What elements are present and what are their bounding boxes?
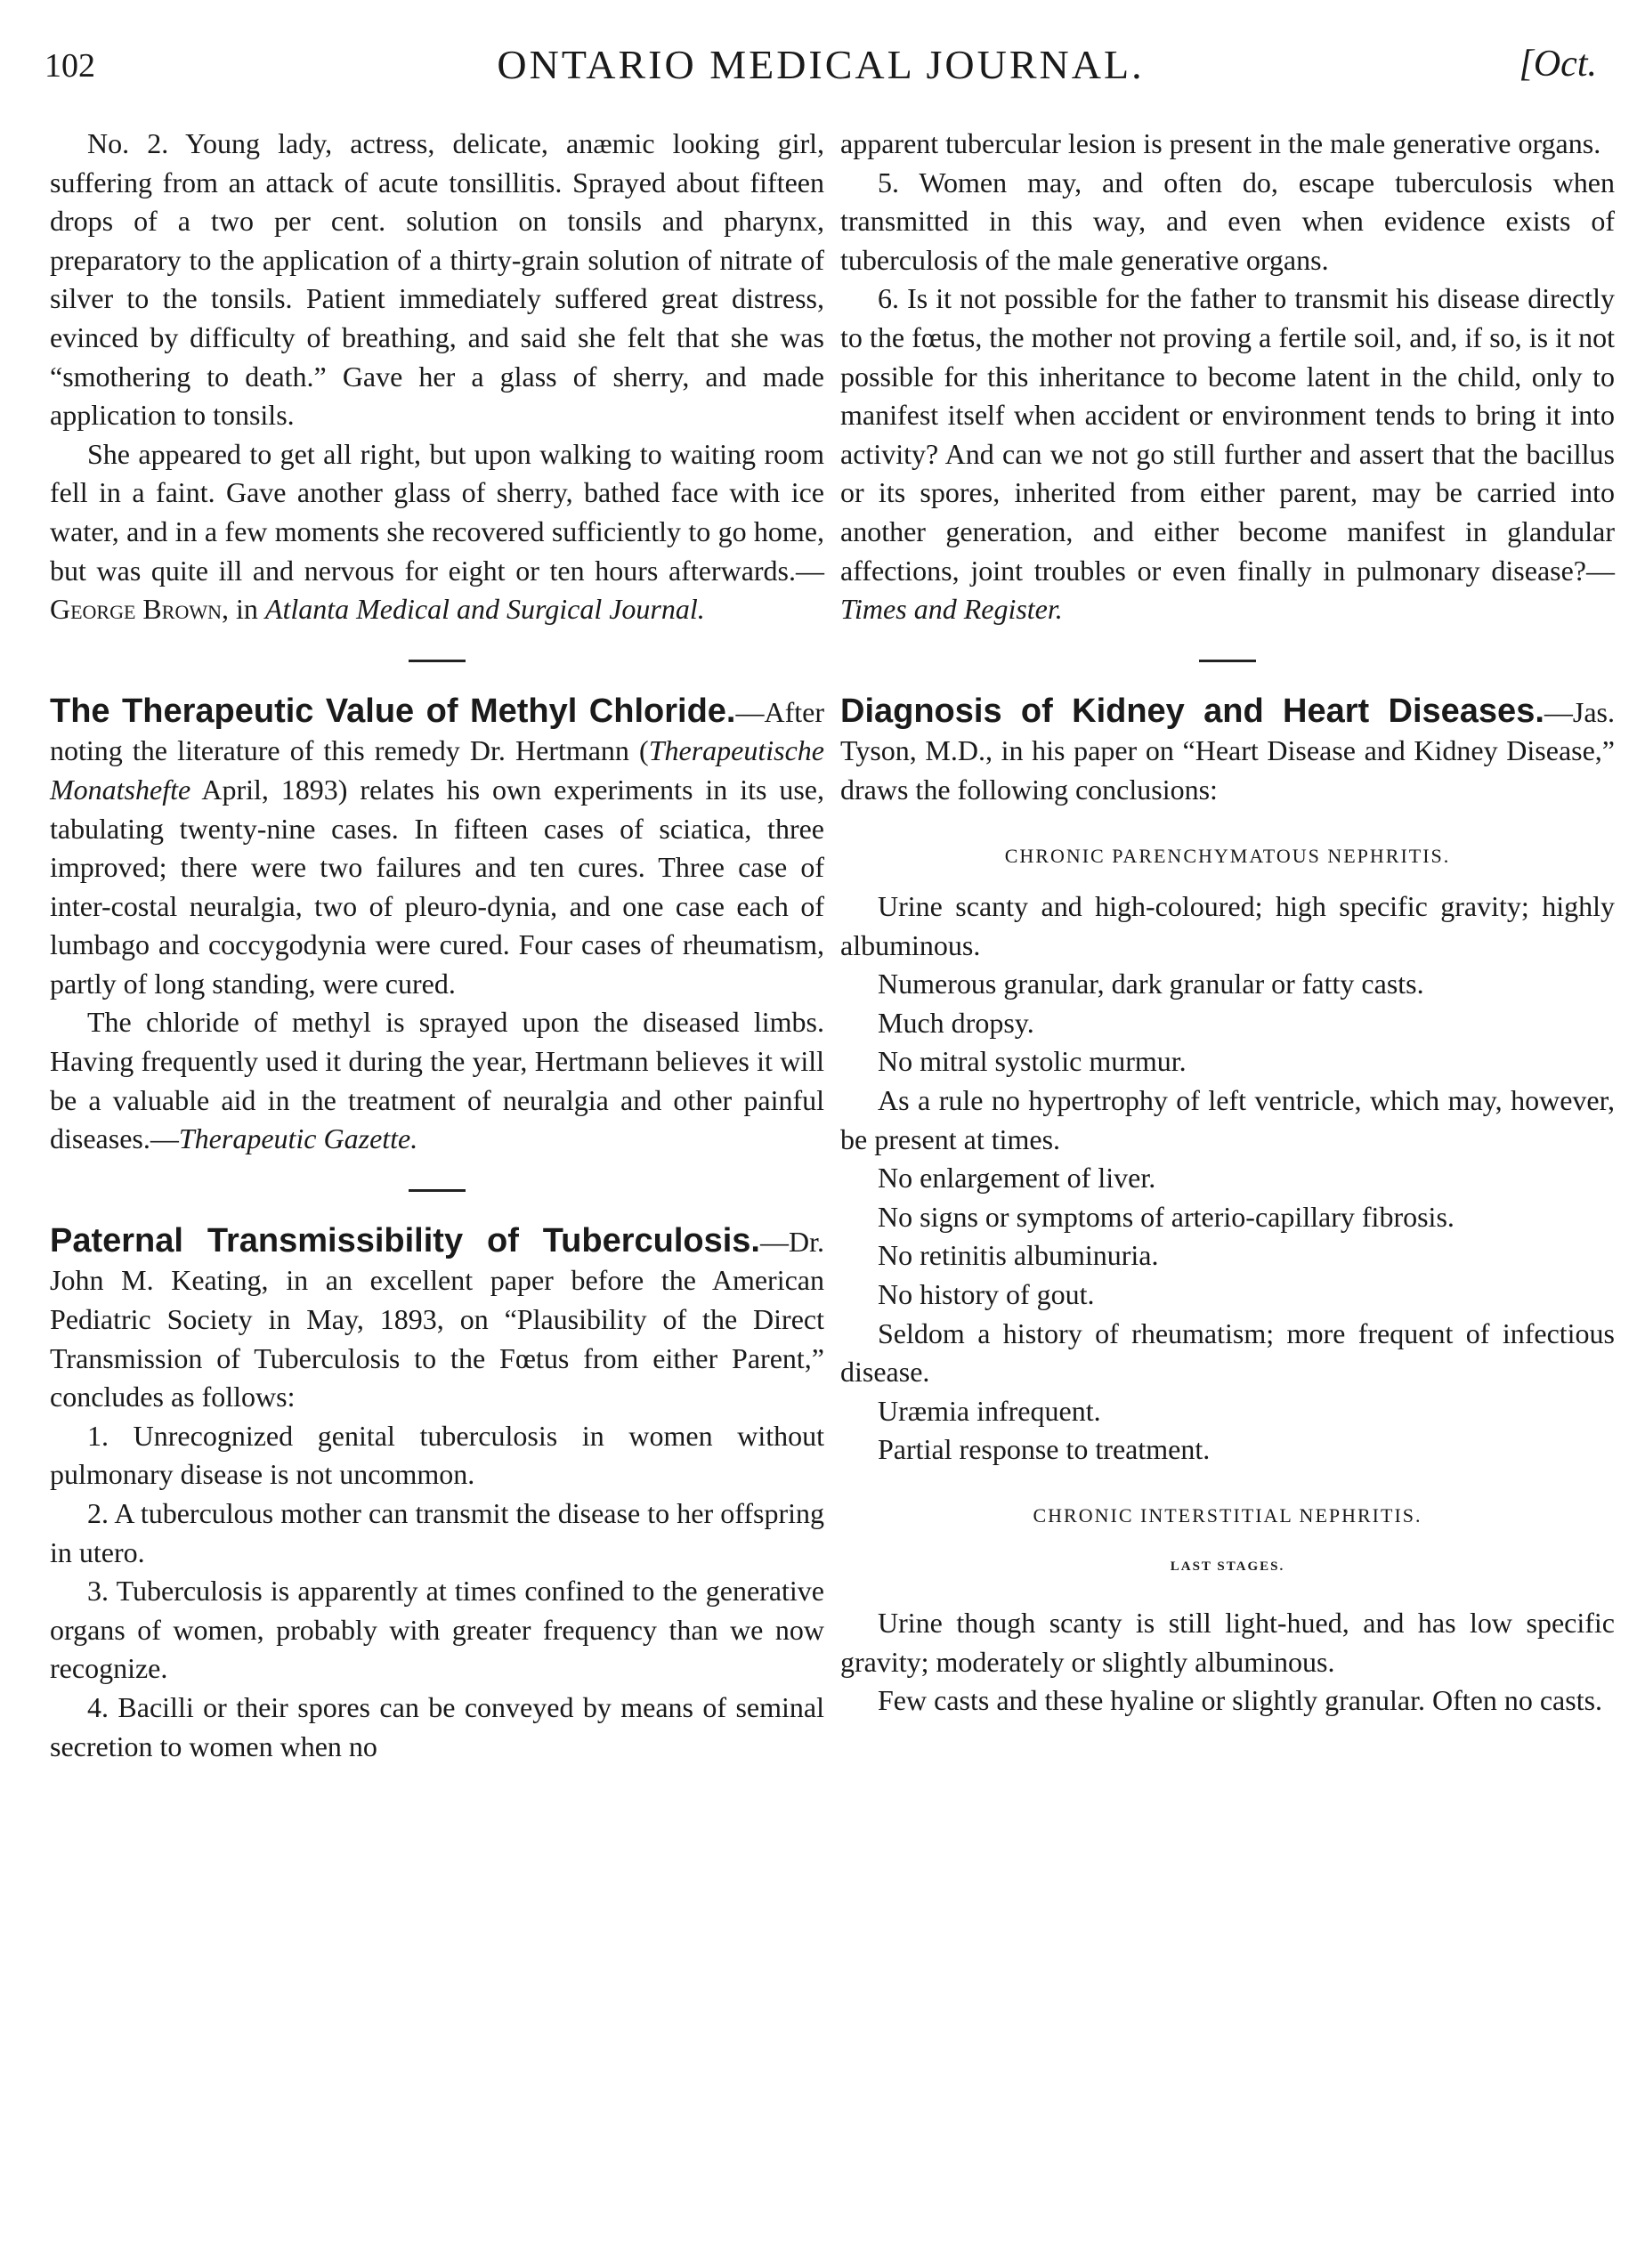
finding-item: Partial response to treatment.	[878, 1433, 1211, 1466]
section-divider	[409, 660, 466, 662]
finding-item: Urine scanty and high-coloured; high specific gravity; highly albuminous.	[840, 890, 1615, 961]
case2-paragraph: No. 2. Young lady, actress, delicate, anæmic looking girl, suffering from an attack of acute tonsillitis. Sprayed about fifteen drops of a two per cent. solution on tonsils and pharynx, preparatory to the application of a thirty-grain solution of nitrate of silver to the tonsils. Patient immediately suffered great distress, evinced by difficulty of breathing, and said she felt that she was “smothering to death.” Gave her a glass of sherry, and made application to tonsils.	[50, 127, 824, 432]
finding-item: Uræmia infrequent.	[878, 1394, 1101, 1427]
finding-item: No enlargement of liver.	[878, 1162, 1156, 1195]
finding-item: Much dropsy.	[878, 1006, 1034, 1039]
case2-paragraph-2: She appeared to get all right, but upon walking to waiting room fell in a faint. Gave another glass of sherry, bathed face with ice water, and in a few moments she recovered sufficiently to go home, but was quite ill and nervous for eight or ten hours afterwards.—George Brown, in Atlanta Medical and Surgical Journal.	[50, 437, 824, 626]
finding-item: No history of gout.	[878, 1278, 1095, 1311]
author-name: George Brown	[50, 593, 222, 626]
conclusion-4: 4. Bacilli or their spores can be conveyed by means of seminal secretion to women when no	[50, 1690, 824, 1762]
source-citation: Atlanta Medical and Surgical Journal.	[264, 593, 705, 626]
conclusion-4-continued: apparent tubercular lesion is present in the male generative organs.	[840, 127, 1601, 159]
conclusion-5: 5. Women may, and often do, escape tuberculosis when transmitted in this way, and even when evidence exists of tuberculosis of the male generative organs.	[840, 166, 1615, 276]
conclusion-6: 6. Is it not possible for the father to transmit his disease directly to the fœtus, the mother not proving a fertile soil, and, if so, is it not possible for this inheritance to become latent in the child, only to manifest itself when accident or environment tends to bring it into activity? And can we not go still further and assert that the bacillus or its spores, inherited from either parent, may be carried into another generation, and either become manifest in glandular affections, joint troubles or even finally in pulmonary disease?—Times and Register.	[840, 282, 1615, 626]
subsection-subheading: LAST STAGES.	[1170, 1559, 1285, 1574]
source-citation: Therapeutic Gazette.	[178, 1122, 418, 1155]
journal-title: ONTARIO MEDICAL JOURNAL.	[497, 42, 1145, 87]
article-heading: The Therapeutic Value of Methyl Chloride.	[50, 692, 736, 730]
methyl-chloride-article: The Therapeutic Value of Methyl Chloride.—After noting the literature of this remedy Dr. Hertmann (Therapeutische Monatshefte April, 1893) relates his own experiments in its use, tabulating twenty-nine cases. In fifteen cases of sciatica, three improved; there were two failures and ten cures. Three case of inter-costal neuralgia, two of pleuro-dynia, and one case each of lumbago and coccygodynia were cured. Four cases of rheumatism, partly of long standing, were cured.	[50, 692, 824, 1000]
article-heading: Diagnosis of Kidney and Heart Diseases.	[840, 692, 1544, 730]
left-column	[50, 125, 824, 1766]
finding-item: No retinitis albuminuria.	[878, 1239, 1159, 1272]
section-divider	[1199, 660, 1256, 662]
subsection-heading: CHRONIC INTERSTITIAL NEPHRITIS.	[1033, 1504, 1422, 1527]
paternal-tuberculosis-article: Paternal Transmissibility of Tuberculosis.—Dr. John M. Keating, in an excellent paper before the American Pediatric Society in May, 1893, on “Plausibility of the Direct Transmission of Tuberculosis to the Fœtus from either Parent,” concludes as follows:	[50, 1221, 824, 1413]
conclusion-2: 2. A tuberculous mother can transmit the disease to her offspring in utero.	[50, 1497, 824, 1568]
diagnosis-article: Diagnosis of Kidney and Heart Diseases.—Jas. Tyson, M.D., in his paper on “Heart Disease and Kidney Disease,” draws the following conclusions:	[840, 692, 1615, 806]
page-number: 102	[45, 47, 95, 85]
running-header	[45, 41, 1597, 94]
article-heading: Paternal Transmissibility of Tuberculosis.	[50, 1221, 760, 1260]
issue-month: [Oct.	[1519, 44, 1597, 85]
finding-item: No mitral systolic murmur.	[878, 1045, 1187, 1078]
source-citation: Times and Register.	[840, 593, 1063, 626]
interstitial-list	[840, 1604, 1615, 1721]
conclusion-3: 3. Tuberculosis is apparently at times confined to the generative organs of women, probably with greater frequency than we now recognize.	[50, 1575, 824, 1685]
finding-item: Few casts and these hyaline or slightly granular. Often no casts.	[878, 1684, 1603, 1717]
conclusion-1: 1. Unrecognized genital tuberculosis in women without pulmonary disease is not uncommon.	[50, 1419, 824, 1491]
finding-item: Urine though scanty is still light-hued, and has low specific gravity; moderately or slightly albuminous.	[840, 1607, 1615, 1678]
finding-item: As a rule no hypertrophy of left ventricle, which may, however, be present at times.	[840, 1084, 1615, 1155]
right-column	[840, 125, 1615, 1721]
finding-item: No signs or symptoms of arterio-capillary fibrosis.	[878, 1200, 1455, 1233]
parenchymatous-list	[840, 887, 1615, 1470]
methyl-chloride-paragraph-2: The chloride of methyl is sprayed upon the diseased limbs. Having frequently used it during the year, Hertmann believes it will be a valuable aid in the treatment of neuralgia and other painful diseases.—Therapeutic Gazette.	[50, 1006, 824, 1155]
finding-item: Numerous granular, dark granular or fatty casts.	[878, 968, 1424, 1000]
finding-item: Seldom a history of rheumatism; more frequent of infectious disease.	[840, 1316, 1615, 1389]
section-divider	[409, 1189, 466, 1192]
subsection-heading: CHRONIC PARENCHYMATOUS NEPHRITIS.	[1004, 844, 1451, 867]
